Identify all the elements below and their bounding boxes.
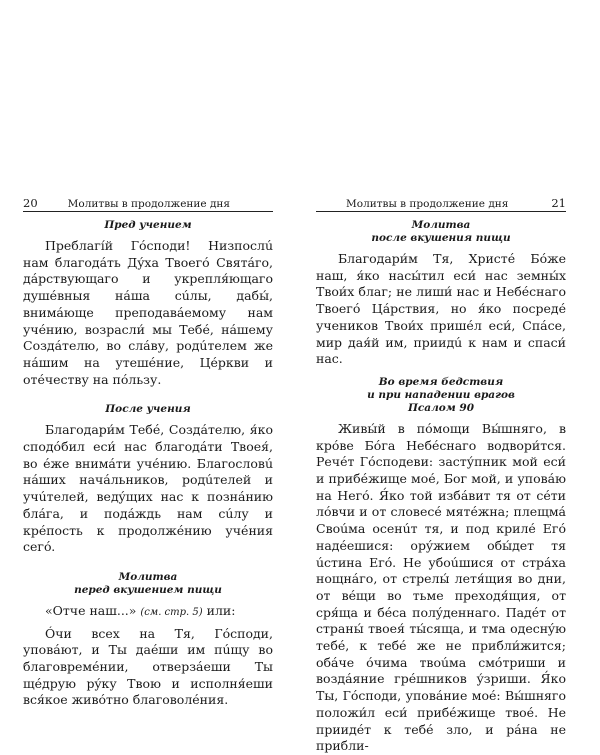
right-page-header — [316, 196, 566, 212]
section-heading-after-meal: Молитва после вкушения пищи — [371, 219, 511, 244]
section-heading-before-study: Пред учением — [104, 219, 192, 231]
prayer-before-meal: Óчи всех на Тя, Гóсподи, уповáют, и Ты даéши им пúщу во благовремéнии, отверзáеши Ты щéдрую рýку Твою и исполня́еши вся́кое живóтно благоволéния. — [23, 625, 273, 708]
section-heading-psalm-90: Во время бедствия и при нападении врагов Псалом 90 — [367, 375, 515, 414]
right-running-title: Молитвы в продолжение дня — [346, 198, 509, 210]
left-page-header — [23, 196, 273, 212]
prayer-after-meal: Благодари́м Тя, Христé Бóже наш, я́ко насы́тил еси́ нас земны́х Твои́х благ; не лиши́ нас и Небéснаго Твоегó Цáрствия, но я́ко посредé учеников Твои́х пришéл еси́, Спáсе, мир дая́й им, приидú к нам и спаси́ нас. — [316, 251, 566, 367]
prayer-after-study: Благодари́м Тебé, Создáтелю, я́ко сподóбил еси́ нас благодáти Твоея́, во éже внимáти учéнию. Благословú нáших начáльников, родúтелей и учúтелей, ведýщих нас к познáнию блáга, и подáждь нам сúлу и крéпость к продолжéнию учéния сегó. — [23, 422, 273, 555]
right-page — [316, 196, 566, 755]
prayer-before-study: Преблагíй Гóсподи! Низпослú нам благодáть Дýха Твоегó Святáго, дáрствующаго и укрепля́ющаго душéвныя нáша сúлы, дабы́, внимáюще преподавáемому нам учéнию, возрасли́ мы Тебé, нáшему Создáтелю, во слáву, родúтелем же нáшим на утешéние, Цéркви и отéчеству на пóльзу. — [23, 238, 273, 387]
our-father-reference: «Отче наш...» (см. стр. 5) или: — [45, 602, 236, 618]
page-reference-note: (см. стр. 5) — [140, 606, 203, 618]
left-page — [23, 196, 273, 709]
right-page-number: 21 — [551, 196, 566, 210]
left-running-title: Молитвы в продолжение дня — [67, 198, 231, 210]
left-page-number: 20 — [23, 196, 38, 210]
section-heading-after-study: После учения — [105, 403, 191, 416]
section-heading-before-meal: Молитва перед вкушением пищи — [74, 570, 222, 596]
psalm-90-text: Живы́й в пóмощи Вы́шняго, в крóве Бóга Небéснаго водвори́тся. Речéт Гóсподеви: засту́пник мой еси́ и прибéжище моé, Бог мой, и уповáю на Негó. Я́ко той избáвит тя от сéти лóвчи и от словесé мятéжна; плещмá Своúма осенúт тя, и под крилé Егó надéешися: орýжием обы́дет тя úстина Егó. Не убоúшися от стрáха нощнáго, от стрелы́ летя́щия во дни, от вéщи во тьме преходя́щия, от сря́ща и бéса полýденнаго. Падéт от страны́ твоея́ ты́сяща, и тма одеснýю тебé, к тебé же не прибли́жится; обáче óчима твоúма смóтриши и воздáяние грéшников у́зриши. Я́ко Ты, Гóсподи, уповáние моé: Вы́шняго положи́л еси́ прибéжище твоé. Не приидéт к тебé зло, и рáна не прибли- — [316, 420, 566, 754]
